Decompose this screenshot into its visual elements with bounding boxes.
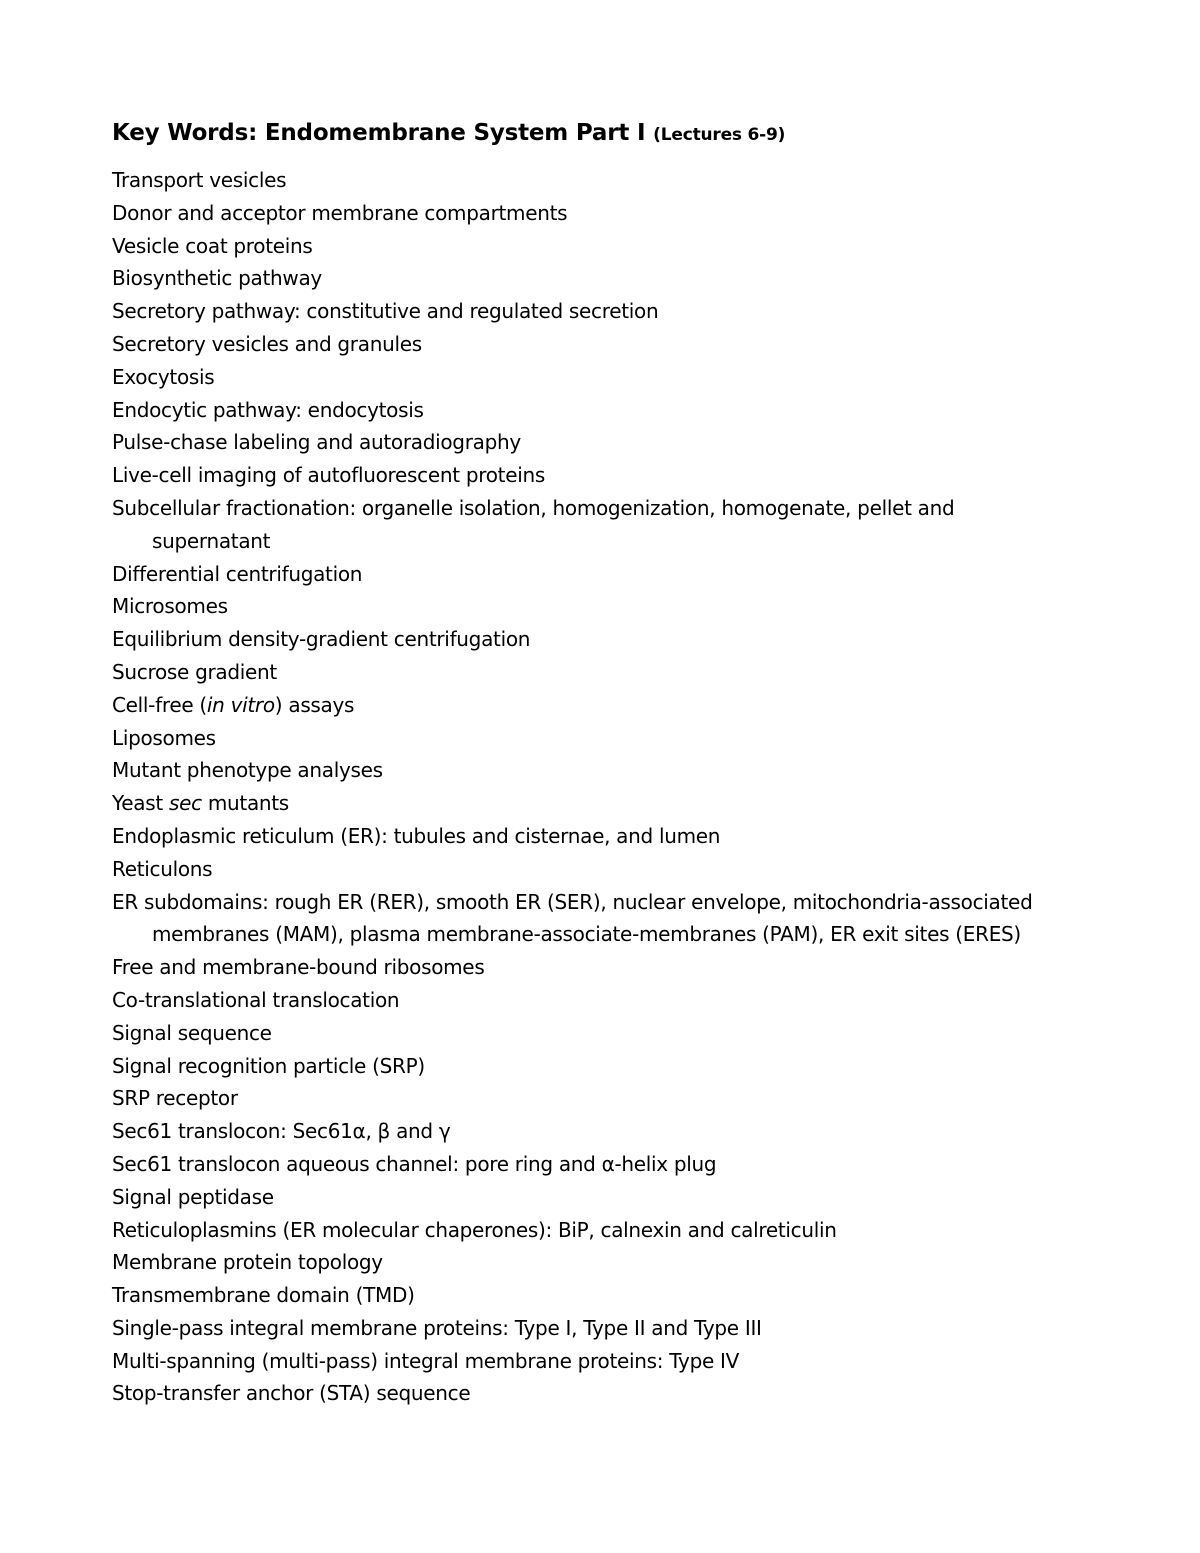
- key-word-item: Transport vesicles: [112, 168, 287, 192]
- key-word-item: Equilibrium density-gradient centrifugation: [112, 627, 531, 652]
- key-word-item: Live-cell imaging of autofluorescent proteins: [112, 463, 545, 488]
- key-word-item: Pulse-chase labeling and autoradiography: [112, 430, 521, 455]
- key-word-item: ER subdomains: rough ER (RER), smooth ER (SER), nuclear envelope, mitochondria-associated membranes (MAM), plasma membrane-associate-membranes (PAM), ER exit sites (ERES): [112, 889, 1033, 947]
- key-word-list: [112, 164, 1072, 1410]
- key-word-item: Free and membrane-bound ribosomes: [112, 955, 485, 980]
- key-word-italic: sec: [168, 791, 202, 816]
- key-word-text: mutants: [201, 791, 289, 816]
- key-word-item: Microsomes: [112, 594, 228, 619]
- key-word-item: Reticulons: [112, 856, 213, 881]
- document-page: [112, 114, 1072, 1410]
- key-word-item: Biosynthetic pathway: [112, 266, 322, 291]
- key-word-item: Reticuloplasmins (ER molecular chaperones): BiP, calnexin and calreticulin: [112, 1217, 837, 1242]
- key-word-item: Co-translational translocation: [112, 987, 400, 1012]
- key-word-item: Vesicle coat proteins: [112, 233, 313, 258]
- key-word-item: [112, 787, 1072, 820]
- key-word-item: Donor and acceptor membrane compartments: [112, 200, 568, 225]
- key-word-item: [112, 689, 1072, 722]
- key-word-item: Exocytosis: [112, 364, 215, 389]
- key-word-item: Sec61 translocon aqueous channel: pore ring and α-helix plug: [112, 1151, 717, 1176]
- key-word-text: ) assays: [274, 692, 355, 717]
- key-word-text: Cell-free (: [112, 692, 207, 717]
- key-word-item: Signal recognition particle (SRP): [112, 1053, 425, 1078]
- key-word-text: Yeast: [112, 791, 169, 816]
- key-word-item: SRP receptor: [112, 1086, 238, 1111]
- title-text: Key Words: Endomembrane System Part I: [112, 120, 646, 146]
- key-word-item: Secretory vesicles and granules: [112, 331, 422, 356]
- key-word-item: Endoplasmic reticulum (ER): tubules and cisternae, and lumen: [112, 823, 721, 848]
- title-lecture-range: (Lectures 6-9): [653, 125, 786, 145]
- key-word-item: Subcellular fractionation: organelle isolation, homogenization, homogenate, pellet and supernatant: [112, 495, 955, 553]
- key-word-item: Signal peptidase: [112, 1184, 274, 1209]
- key-word-item: Transmembrane domain (TMD): [112, 1283, 415, 1308]
- key-word-item: Endocytic pathway: endocytosis: [112, 397, 424, 422]
- key-word-item: Membrane protein topology: [112, 1250, 383, 1275]
- key-word-item: Liposomes: [112, 725, 216, 750]
- key-word-item: Mutant phenotype analyses: [112, 758, 383, 783]
- key-word-item: Stop-transfer anchor (STA) sequence: [112, 1381, 471, 1406]
- key-word-item: Signal sequence: [112, 1020, 272, 1045]
- key-word-item: Multi-spanning (multi-pass) integral membrane proteins: Type IV: [112, 1348, 740, 1373]
- key-word-item: Single-pass integral membrane proteins: Type I, Type II and Type III: [112, 1315, 762, 1340]
- key-word-item: Secretory pathway: constitutive and regulated secretion: [112, 299, 659, 324]
- document-title: [112, 114, 1072, 154]
- key-word-item: Sucrose gradient: [112, 659, 277, 684]
- key-word-italic: in vitro: [206, 692, 275, 717]
- key-word-item: Differential centrifugation: [112, 561, 363, 586]
- key-word-item: Sec61 translocon: Sec61α, β and γ: [112, 1119, 451, 1144]
